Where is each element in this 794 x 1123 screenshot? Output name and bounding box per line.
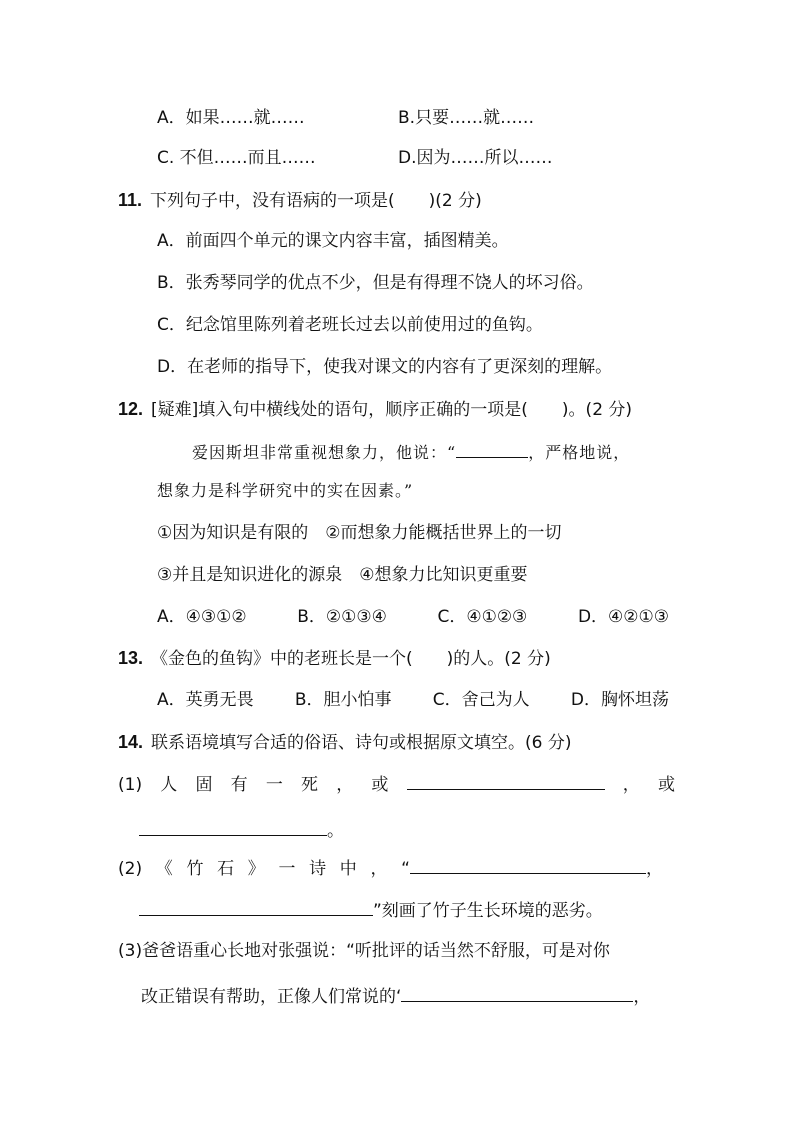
q12-stem-line [118, 397, 632, 422]
q14-part-2-line-2 [139, 897, 603, 923]
q12-items-3-4: ③并且是知识进化的源泉 ④想象力比知识更重要 [157, 565, 528, 585]
q13-options-row [157, 688, 669, 712]
q12-items-1-2: ①因为知识是有限的 ②而想象力能概括世界上的一切 [157, 523, 562, 543]
q14-stem-line [118, 730, 572, 755]
q12-stem: [疑难]填入句中横线处的语句，顺序正确的一项是( )。(2 分) [151, 400, 633, 420]
q11-option-c: C．纪念馆里陈列着老班长过去以前使用过的鱼钩。 [157, 315, 543, 335]
q14-part-2-blank-2[interactable] [139, 897, 373, 916]
q14-part-2-char: 竹 [186, 859, 204, 879]
q12-quote-line-2: 想象力是科学研究中的实在因素。” [157, 481, 414, 500]
q10-option-a: A．如果……就…… [157, 108, 305, 128]
q14-part-2-tail: ”刻画了竹子生长环境的恶劣。 [373, 901, 603, 921]
q13-option-a: A．英勇无畏 [157, 690, 254, 710]
q12-option-d: D．④②①③ [577, 607, 669, 627]
q12-quote-blank[interactable] [456, 439, 528, 458]
q12-options-row [157, 605, 669, 629]
q14-part-2-char: 》 [247, 859, 265, 879]
q12-quote-post: ，严格地说， [528, 443, 631, 462]
q13-stem: 《金色的鱼钩》中的老班长是一个( )的人。(2 分) [151, 649, 551, 669]
q12-number: 12. [118, 399, 144, 419]
q14-part-1-char: 有 [230, 775, 248, 795]
q14-part-1-char: ， [336, 775, 354, 795]
q14-part-2-char: 一 [278, 859, 296, 879]
q14-part-2-char: 石 [217, 859, 235, 879]
q14-part-3-blank[interactable] [401, 983, 633, 1002]
q12-option-a: A．④③①② [157, 607, 247, 627]
q14-part-1-line-1 [118, 771, 675, 797]
q13-number: 13. [118, 648, 144, 668]
q14-part-1-char: 一 [265, 775, 283, 795]
q14-part-3-line-1: (3)爸爸语重心长地对张强说：“听批评的话当然不舒服，可是对你 [118, 941, 610, 961]
q14-number: 14. [118, 732, 144, 752]
q11-option-d: D．在老师的指导下，使我对课文的内容有了更深刻的理解。 [157, 357, 613, 377]
q14-part-1-blank-2[interactable] [139, 817, 327, 836]
q14-part-1-char: 或 [371, 775, 389, 795]
q14-part-2-char: 诗 [309, 859, 327, 879]
q13-option-b: B．胆小怕事 [294, 690, 392, 710]
q14-part-2-char: ， [370, 859, 388, 879]
q14-part-2-blank-1[interactable] [410, 855, 646, 874]
q11-option-b: B．张秀琴同学的优点不少，但是有得理不饶人的坏习俗。 [157, 273, 594, 293]
q14-part-1-char: 死 [301, 775, 319, 795]
q14-part-2-comma: ， [645, 859, 663, 879]
q13-option-c: C．舍己为人 [432, 690, 530, 710]
q13-stem-line [118, 646, 551, 671]
q14-part-3-lead: 改正错误有帮助，正像人们常说的‘ [141, 987, 402, 1007]
q12-option-b: B．②①③④ [297, 607, 387, 627]
q10-option-c: C. 不但……而且…… [157, 148, 316, 168]
q14-part-2-line-1 [118, 855, 663, 881]
q14-part-1-end: 。 [327, 821, 344, 841]
q12-quote-line-1 [192, 439, 630, 465]
q14-stem: 联系语境填写合适的俗语、诗句或根据原文填空。(6 分) [151, 733, 572, 753]
q14-part-1-comma: ， [622, 775, 640, 795]
q14-part-2-open-quote: “ [401, 859, 410, 879]
q12-option-c: C．④①②③ [437, 607, 528, 627]
q10-option-d: D.因为……所以…… [398, 148, 553, 168]
q14-part-1-or: 或 [657, 775, 675, 795]
q14-part-1-char: 人 [160, 775, 178, 795]
q11-number: 11. [118, 190, 143, 210]
q14-part-2-char: 中 [339, 859, 357, 879]
q14-part-1-blank-1[interactable] [407, 771, 605, 790]
q10-option-b: B.只要……就…… [398, 108, 535, 128]
q14-part-1-label: (1) [118, 775, 143, 795]
q12-quote-pre: 爱因斯坦非常重视想象力，他说：“ [192, 443, 457, 462]
q14-part-2-char: 《 [155, 859, 173, 879]
q11-stem: 下列句子中，没有语病的一项是( )(2 分) [150, 191, 482, 211]
q13-option-d: D．胸怀坦荡 [570, 690, 669, 710]
q14-part-2-label: (2) [118, 859, 143, 879]
q14-part-3-comma: ， [633, 987, 651, 1007]
q14-part-1-char: 固 [195, 775, 213, 795]
q11-option-a: A．前面四个单元的课文内容丰富，插图精美。 [157, 231, 509, 251]
q14-part-3-line-2 [141, 983, 650, 1009]
q14-part-1-line-2 [139, 817, 344, 843]
q11-stem-line [118, 188, 482, 213]
